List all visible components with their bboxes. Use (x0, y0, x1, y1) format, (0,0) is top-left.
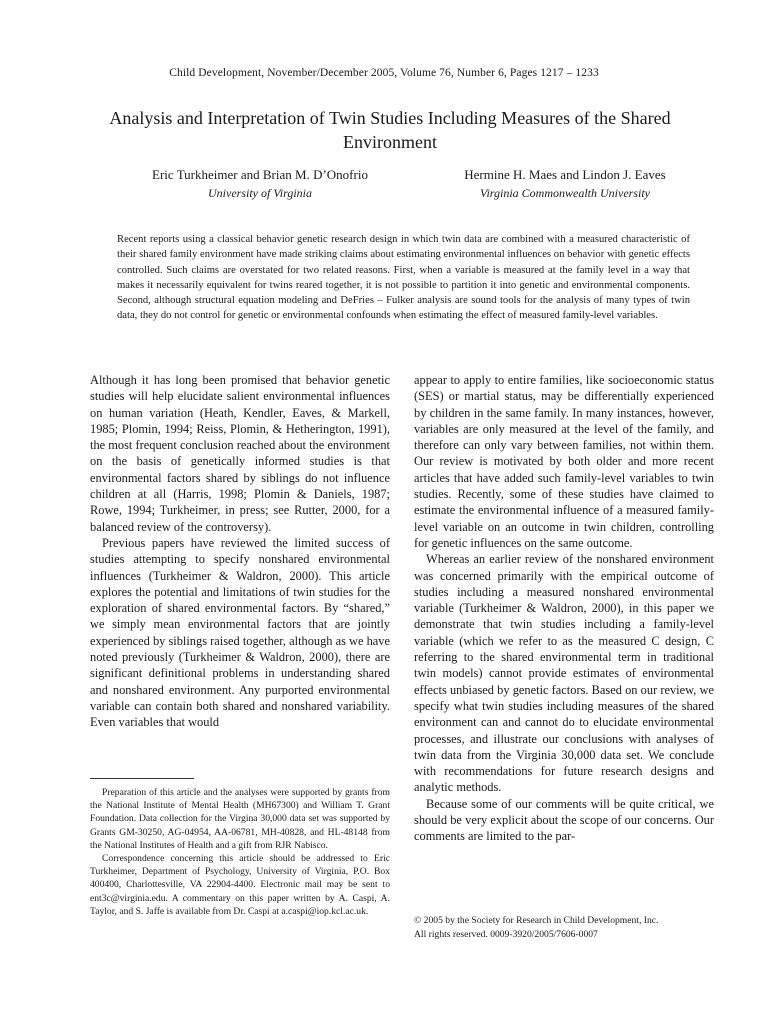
author-affiliation: University of Virginia (208, 186, 312, 200)
footnote-funding: Preparation of this article and the analyses were supported by grants from the National Institute of Mental Health (MH67300) and William T. Grant Foundation. Data collection for the Virgina 30,000 data set was supported by Grants GM-30250, AG-04954, AA-06781, MH-40828, and HL-48148 from the National Institutes of Health and a gift from RJR Nabisco. (90, 787, 390, 851)
footnotes (90, 786, 390, 918)
article-title: Analysis and Interpretation of Twin Studies Including Measures of the Shared Environment (109, 108, 671, 152)
author-block-left (110, 166, 410, 202)
author-names: Hermine H. Maes and Lindon J. Eaves (464, 167, 666, 182)
journal-citation: Child Development, November/December 2005, Volume 76, Number 6, Pages 1217 – 1233 (169, 67, 599, 79)
footnote-correspondence: Correspondence concerning this article should be addressed to Eric Turkheimer, Department of Psychology, University of Virginia, P.O. Box 400400, Charlottesville, VA 22904-4400. Electronic mail may be sent to ent3c@virginia.edu. A commentary on this paper written by A. Caspi, A. Taylor, and S. Jaffe is available from Dr. Caspi at a.caspi@iop.kcl.ac.uk. (90, 853, 390, 917)
body-column-right (414, 372, 714, 845)
author-affiliation: Virginia Commonwealth University (480, 186, 650, 200)
author-block-right (405, 166, 725, 202)
body-paragraph: Previous papers have reviewed the limited success of studies attempting to specify nonshared environmental influences (Turkheimer & Waldron, 2000). This article explores the potential and limitations of twin studies for the exploration of shared environmental factors. By “shared,” we simply mean environmental factors that are jointly experienced by siblings raised together, although as we have noted previously (Turkheimer & Waldron, 2000), there are significant definitional problems in understanding shared and nonshared environment. Any purported environmental variable can contain both shared and nonshared variability. Even variables that would (90, 535, 390, 730)
copyright-line: © 2005 by the Society for Research in Child Development, Inc. (414, 915, 659, 926)
body-paragraph: Although it has long been promised that behavior genetic studies will help elucidate salient environmental influences on human variation (Heath, Kendler, Eaves, & Markell, 1985; Plomin, 1994; Reiss, Plomin, & Hetherington, 1991), the most frequent conclusion reached about the environment on the basis of genetically informed studies is that environmental factors shared by siblings do not influence children at all (Harris, 1998; Plomin & Daniels, 1987; Rowe, 1994; Turkheimer, in press; see Rutter, 2000, for a balanced review of the controversy). (90, 373, 390, 534)
rights-line: All rights reserved. 0009-3920/2005/7606-0007 (414, 928, 598, 940)
abstract: Recent reports using a classical behavior genetic research design in which twin data are combined with a measured characteristic of their shared family environment have made striking claims about estimating environmental influences on behavior with genetic effects controlled. Such claims are overstated for two related reasons. First, when a variable is measured at the family level in a way that makes it necessarily equivalent for twins reared together, it is not possible to partition it into genetic and environmental components. Second, although structural equation modeling and DeFries – Fulker analysis are sound tools for the analysis of many types of twin data, they do not control for genetic or environmental confounds when estimating the effect of measured family-level variables. (117, 234, 690, 322)
body-paragraph: Because some of our comments will be quite critical, we should be very explicit about the scope of our concerns. Our comments are limited to the par- (414, 796, 714, 844)
author-names: Eric Turkheimer and Brian M. D’Onofrio (152, 167, 368, 182)
body-paragraph: Whereas an earlier review of the nonshared environment was concerned primarily with the empirical outcome of studies including a measured nonshared environmental variable (Turkheimer & Waldron, 2000), in this paper we demonstrate that twin studies including a family-level variable (which we refer to as the measured C design, C referring to the shared environmental term in traditional twin models) cannot provide estimates of environmental effects unbiased by genetic factors. Based on our review, we specify what twin studies including measures of the shared environment can and cannot do to elucidate environmental processes, and illustrate our conclusions with analyses of twin data from the Virginia 30,000 data set. We conclude with recommendations for future research designs and analytic methods. (414, 552, 714, 795)
copyright-notice (414, 914, 724, 941)
footnote-divider (90, 778, 194, 779)
body-paragraph: appear to apply to entire families, like socioeconomic status (SES) or martial status, may be differentially experienced by children in the same family. In many instances, however, variables are only measured at the level of the family, and therefore can only vary between families, not within them. Our review is motivated by both older and more recent articles that have added such family-level variables to twin studies. Recently, some of these studies have claimed to estimate the environmental influence of a measured family-level variable on an outcome in twin children, controlling for genetic influences on the same outcome. (414, 373, 714, 550)
body-column-left (90, 372, 390, 731)
